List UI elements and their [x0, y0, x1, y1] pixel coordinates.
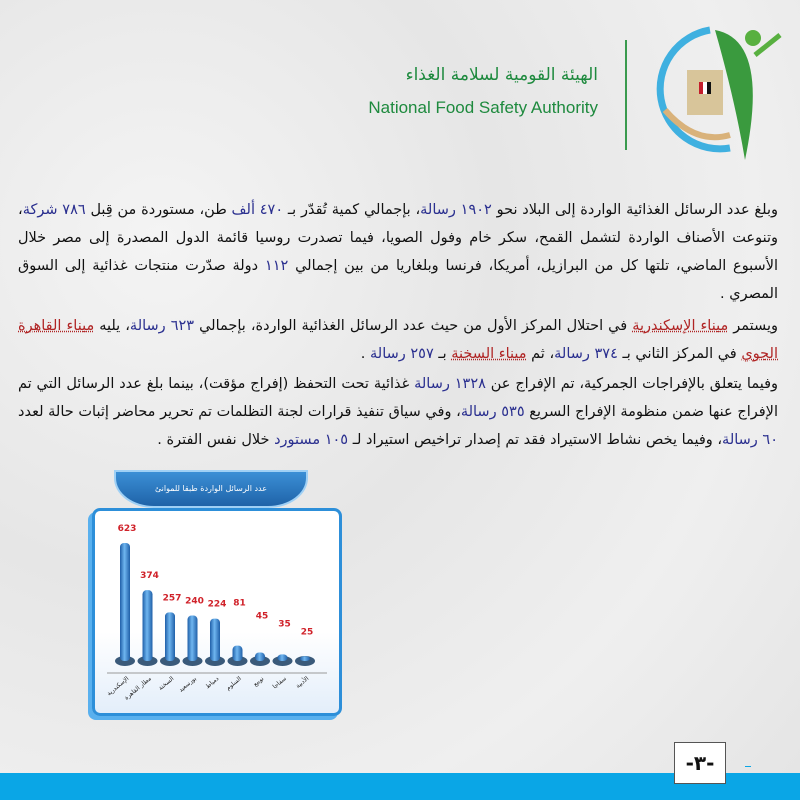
- category-label: السلوم: [224, 675, 243, 692]
- data-label: 35: [278, 619, 291, 630]
- org-name-english: National Food Safety Authority: [368, 98, 598, 117]
- data-label: 81: [233, 598, 246, 609]
- chart-title: عدد الرسائل الواردة طبقا للموانئ: [114, 470, 308, 508]
- data-label: 25: [300, 627, 314, 638]
- text-segment: ، ثم: [526, 346, 555, 362]
- text-segment: .: [360, 346, 371, 362]
- category-label: دمياط: [204, 675, 221, 691]
- data-label: 623: [117, 524, 137, 534]
- highlight-number: ٦٠ رسالة: [722, 432, 778, 448]
- paragraph-2: [18, 312, 778, 368]
- ports-bar-chart: [92, 470, 342, 715]
- text-segment: ويستمر: [728, 318, 778, 334]
- text-segment: وبلغ عدد الرسائل الغذائية الواردة إلى البلاد نحو: [491, 202, 778, 218]
- data-label: 45: [255, 611, 269, 622]
- paragraph-1: [18, 196, 778, 308]
- highlight-port: ميناء الإسكندرية: [632, 318, 729, 334]
- text-segment: ، بإجمالي كمية تُقدّر بـ: [283, 202, 421, 218]
- highlight-number: ١٣٢٨ رسالة: [414, 376, 486, 392]
- org-name-arabic: الهيئة القومية لسلامة الغذاء: [405, 65, 598, 85]
- text-segment: خلال نفس الفترة .: [157, 432, 275, 448]
- category-label: السخنة: [157, 675, 176, 692]
- highlight-number: ١١٢: [264, 258, 289, 274]
- chart-plot: [95, 511, 339, 713]
- highlight-number: ٤٧٠ ألف: [231, 202, 284, 218]
- nfsa-logo-icon: [635, 20, 785, 160]
- data-label: 374: [140, 571, 159, 582]
- highlight-number: ٦٢٣ رسالة: [129, 318, 195, 334]
- decorative-dash: [745, 766, 751, 767]
- text-segment: في المركز الثاني بـ: [617, 346, 742, 362]
- bar-6: [255, 652, 265, 661]
- highlight-port: ميناء القاهرة الجوي: [18, 318, 778, 362]
- text-segment: بـ: [433, 346, 452, 362]
- category-label: الإسكندرية: [105, 675, 131, 698]
- highlight-number: ٧٨٦ شركة: [22, 202, 86, 218]
- category-label: بورسعيد: [177, 675, 198, 694]
- highlight-number: ٥٣٥ رسالة: [460, 404, 525, 420]
- text-segment: وفيما يتعلق بالإفراجات الجمركية، تم الإفراج عن: [485, 376, 779, 392]
- text-segment: ، وفي سياق تنفيذ قرارات لجنة التظلمات تم تحرير محاضر إثبات حالة لعدد: [18, 404, 461, 420]
- text-segment: دولة صدّرت منتجات غذائية إلى السوق المصري .: [18, 258, 778, 302]
- highlight-port: ميناء السخنة: [451, 346, 527, 362]
- highlight-number: ١٩٠٢ رسالة: [420, 202, 492, 218]
- category-label: نويبع: [252, 675, 266, 688]
- header: [350, 20, 790, 150]
- highlight-number: ٣٧٤ رسالة: [554, 346, 618, 362]
- text-segment: ، وتنوعت الأصناف الواردة لتشمل القمح، سكر خام وفول الصويا، فيما تصدرت روسيا قائمة الدول المصدرة إلى مصر خلال الأسبوع الماضي، تلتها كل من البرازيل، أمريكا، فرنسا وبلغاريا من بين إجمالي: [18, 202, 779, 274]
- text-segment: ، وفيما يخص نشاط الاستيراد فقد تم إصدار تراخيص استيراد لـ: [348, 432, 723, 448]
- bar-8: [300, 656, 310, 661]
- text-segment: في احتلال المركز الأول من حيث عدد الرسائل الغذائية الواردة، بإجمالي: [194, 318, 633, 334]
- category-label: الأدبية: [294, 675, 311, 690]
- highlight-number: ١٠٥ مستورد: [274, 432, 349, 448]
- chart-frame: [92, 508, 342, 716]
- text-segment: طن، مستوردة من قِبل: [85, 202, 232, 218]
- bar-3: [188, 616, 198, 661]
- bar-4: [210, 619, 220, 661]
- divider: [625, 40, 627, 150]
- category-label: سفاجا: [271, 675, 288, 691]
- data-label: 257: [162, 593, 182, 604]
- category-label: مطار القاهرة: [123, 675, 153, 702]
- page-number: -٣-: [674, 742, 726, 784]
- bar-5: [233, 646, 243, 661]
- bar-7: [278, 654, 288, 661]
- paragraph-3: [18, 370, 778, 454]
- highlight-number: ٢٥٧ رسالة: [370, 346, 434, 362]
- bar-0: [120, 543, 130, 661]
- data-label: 240: [185, 596, 204, 607]
- text-segment: غذائية تحت التحفظ (إفراج مؤقت)، بينما بلغ عدد الرسائل التي تم الإفراج عنها ضمن منظومة الإفراج السريع: [18, 376, 778, 420]
- text-segment: ، يليه: [94, 318, 130, 334]
- data-label: 224: [207, 599, 227, 610]
- bar-1: [143, 590, 153, 661]
- bar-2: [165, 612, 175, 661]
